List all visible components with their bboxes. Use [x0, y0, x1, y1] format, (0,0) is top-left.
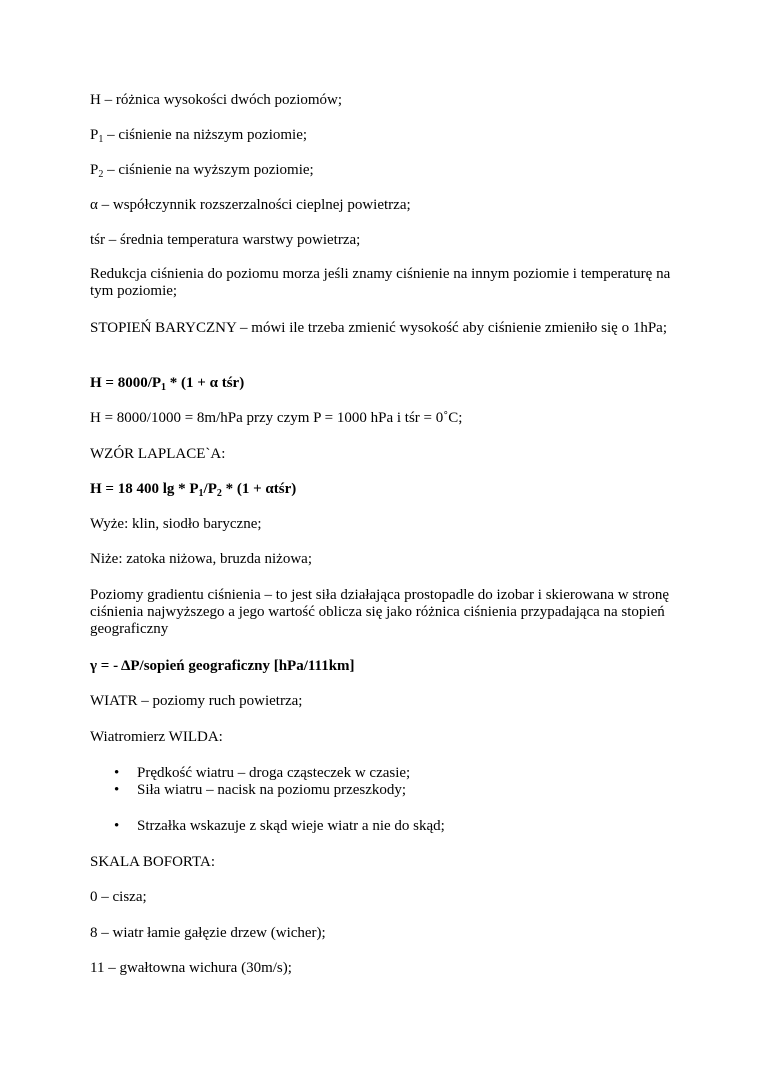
bullet-icon: • [114, 782, 120, 798]
p2-text: – ciśnienie na wyższym poziomie; [103, 162, 314, 178]
formula-gamma: γ = - ΔP/sopień geograficzny [hPa/111km] [90, 658, 355, 674]
list-item [90, 818, 680, 835]
definition-h: H – różnica wysokości dwóch poziomów; [90, 92, 343, 108]
list-item-text: Siła wiatru – nacisk na poziomu przeszkody; [137, 782, 407, 798]
beaufort-8: 8 – wiatr łamie gałęzie drzew (wicher); [90, 925, 326, 941]
stopien-baryczny-paragraph: STOPIEŃ BARYCZNY – mówi ile trzeba zmienić wysokość aby ciśnienie zmieniło się o 1hPa; [90, 320, 667, 336]
wiatromierz-bullet-list [90, 765, 680, 799]
p1-text: – ciśnienie na niższym poziomie; [103, 127, 308, 143]
bullet-icon: • [114, 765, 120, 781]
beaufort-11: 11 – gwałtowna wichura (30m/s); [90, 960, 292, 976]
formula2-part-a: H = 18 400 lg * P [90, 481, 199, 497]
laplace-heading: WZÓR LAPLACE`A: [90, 446, 226, 462]
nize-line: Niże: zatoka niżowa, bruzda niżowa; [90, 551, 312, 567]
skala-heading: SKALA BOFORTA: [90, 854, 216, 870]
definition-tsr: tśr – średnia temperatura warstwy powietrza; [90, 232, 361, 248]
formula-baric-step [90, 375, 680, 392]
list-item [90, 765, 680, 782]
reduction-paragraph: Redukcja ciśnienia do poziomu morza jeśli znamy ciśnienie na innym poziomie i temperaturę na tym poziomie; [90, 266, 671, 299]
p2-symbol: P [90, 162, 99, 178]
bullet-icon: • [114, 818, 120, 834]
formula1-part-a: H = 8000/P [90, 375, 162, 391]
formula2-subscript-1: 1 [198, 488, 204, 499]
arrow-bullet-list [90, 818, 680, 835]
beaufort-0: 0 – cisza; [90, 889, 147, 905]
formula1-part-b: * (1 + α tśr) [166, 375, 245, 391]
example-calculation: H = 8000/1000 = 8m/hPa przy czym P = 1000 hPa i tśr = 0˚C; [90, 410, 463, 426]
wyze-line: Wyże: klin, siodło baryczne; [90, 516, 262, 532]
wiatromierz-heading: Wiatromierz WILDA: [90, 729, 223, 745]
p1-symbol: P [90, 127, 99, 143]
list-item-text: Prędkość wiatru – droga cząsteczek w czasie; [137, 765, 411, 781]
formula1-subscript: 1 [161, 382, 167, 393]
list-item-text: Strzałka wskazuje z skąd wieje wiatr a nie do skąd; [137, 818, 445, 834]
formula2-part-c: * (1 + αtśr) [221, 481, 297, 497]
list-item [90, 782, 680, 799]
formula-laplace [90, 481, 680, 498]
p2-subscript: 2 [98, 169, 104, 180]
definition-p1 [90, 127, 680, 144]
formula2-part-b: /P [203, 481, 217, 497]
wiatr-definition: WIATR – poziomy ruch powietrza; [90, 693, 303, 709]
definition-alpha: α – współczynnik rozszerzalności cieplnej powietrza; [90, 197, 411, 213]
p1-subscript: 1 [98, 134, 104, 145]
formula2-subscript-2: 2 [216, 488, 222, 499]
gradient-paragraph: Poziomy gradientu ciśnienia – to jest siła działająca prostopadle do izobar i skierowana w stronę ciśnienia najwyższego a jego wartość oblicza się jako różnica ciśnienia przypadająca na stopień geograficzny [90, 587, 669, 637]
definition-p2 [90, 162, 680, 179]
